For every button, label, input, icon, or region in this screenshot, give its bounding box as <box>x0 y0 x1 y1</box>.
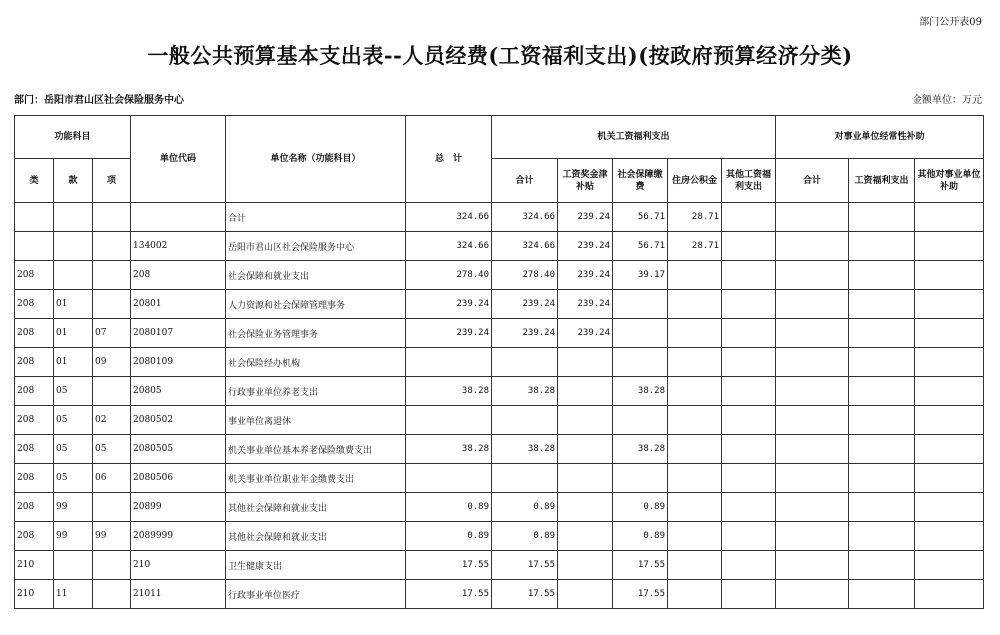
table-row <box>15 551 984 580</box>
cell-xiang: 05 <box>93 435 131 464</box>
cell-xiang: 02 <box>93 406 131 435</box>
cell-a-social <box>613 290 668 319</box>
cell-kuan <box>54 261 93 290</box>
cell-a-total <box>492 464 558 493</box>
cell-a-other <box>722 319 776 348</box>
cell-b-total <box>776 551 849 580</box>
table-row <box>15 261 984 290</box>
cell-a-social: 17.55 <box>613 551 668 580</box>
cell-a-social: 39.17 <box>613 261 668 290</box>
cell-b-total <box>776 319 849 348</box>
cell-a-social: 56.71 <box>613 232 668 261</box>
cell-b-other <box>915 435 984 464</box>
cell-a-total: 324.66 <box>492 203 558 232</box>
header-xiang: 项 <box>93 159 131 203</box>
cell-b-wage <box>849 406 915 435</box>
cell-total: 38.28 <box>406 435 492 464</box>
cell-b-wage <box>849 377 915 406</box>
header-unit-name: 单位名称（功能科目） <box>226 116 406 203</box>
cell-b-other <box>915 348 984 377</box>
cell-xiang <box>93 203 131 232</box>
cell-kuan: 05 <box>54 377 93 406</box>
cell-xiang: 99 <box>93 522 131 551</box>
department-label: 部门：岳阳市君山区社会保险服务中心 <box>14 95 184 106</box>
cell-total: 0.89 <box>406 522 492 551</box>
cell-b-wage <box>849 261 915 290</box>
cell-name: 其他社会保障和就业支出 <box>226 522 406 551</box>
cell-name: 行政事业单位养老支出 <box>226 377 406 406</box>
cell-b-other <box>915 580 984 609</box>
cell-a-other <box>722 377 776 406</box>
cell-lei: 208 <box>15 319 54 348</box>
header-a-housing: 住房公积金 <box>668 159 722 203</box>
cell-b-wage <box>849 551 915 580</box>
header-group-a: 机关工资福利支出 <box>492 116 776 159</box>
cell-code: 208 <box>131 261 226 290</box>
cell-a-wage <box>558 464 613 493</box>
cell-kuan <box>54 203 93 232</box>
cell-kuan: 01 <box>54 319 93 348</box>
cell-a-wage <box>558 406 613 435</box>
cell-total: 324.66 <box>406 232 492 261</box>
cell-lei: 208 <box>15 290 54 319</box>
cell-a-wage: 239.24 <box>558 203 613 232</box>
cell-b-other <box>915 464 984 493</box>
table-row <box>15 319 984 348</box>
cell-kuan <box>54 232 93 261</box>
cell-total: 278.40 <box>406 261 492 290</box>
cell-a-wage <box>558 377 613 406</box>
cell-a-housing <box>668 493 722 522</box>
cell-xiang <box>93 377 131 406</box>
cell-lei: 208 <box>15 406 54 435</box>
cell-a-other <box>722 551 776 580</box>
cell-a-social <box>613 464 668 493</box>
cell-b-total <box>776 261 849 290</box>
cell-a-housing: 28.71 <box>668 203 722 232</box>
cell-kuan: 05 <box>54 464 93 493</box>
cell-b-total <box>776 232 849 261</box>
cell-kuan: 99 <box>54 493 93 522</box>
cell-a-other <box>722 406 776 435</box>
cell-b-wage <box>849 232 915 261</box>
cell-b-other <box>915 261 984 290</box>
cell-lei: 210 <box>15 551 54 580</box>
header-lei: 类 <box>15 159 54 203</box>
cell-a-total <box>492 406 558 435</box>
cell-b-total <box>776 522 849 551</box>
table-row <box>15 232 984 261</box>
cell-name: 人力资源和社会保障管理事务 <box>226 290 406 319</box>
cell-a-total: 38.28 <box>492 377 558 406</box>
cell-b-wage <box>849 435 915 464</box>
cell-xiang: 07 <box>93 319 131 348</box>
cell-a-total: 17.55 <box>492 580 558 609</box>
cell-a-housing <box>668 261 722 290</box>
cell-a-housing <box>668 435 722 464</box>
cell-a-total: 0.89 <box>492 522 558 551</box>
cell-a-social: 38.28 <box>613 435 668 464</box>
cell-a-total: 0.89 <box>492 493 558 522</box>
cell-b-wage <box>849 522 915 551</box>
header-a-wage: 工资奖金津补贴 <box>558 159 613 203</box>
header-b-other: 其他对事业单位补助 <box>915 159 984 203</box>
cell-a-housing <box>668 464 722 493</box>
cell-a-total: 17.55 <box>492 551 558 580</box>
cell-total <box>406 464 492 493</box>
cell-kuan: 01 <box>54 290 93 319</box>
cell-total: 324.66 <box>406 203 492 232</box>
header-a-total: 合计 <box>492 159 558 203</box>
cell-code: 2089999 <box>131 522 226 551</box>
cell-b-wage <box>849 290 915 319</box>
cell-xiang <box>93 551 131 580</box>
cell-xiang <box>93 580 131 609</box>
cell-a-housing <box>668 348 722 377</box>
cell-a-total: 239.24 <box>492 290 558 319</box>
table-row <box>15 377 984 406</box>
cell-kuan: 05 <box>54 406 93 435</box>
cell-lei: 208 <box>15 348 54 377</box>
cell-a-other <box>722 580 776 609</box>
cell-lei: 208 <box>15 261 54 290</box>
cell-a-wage <box>558 493 613 522</box>
header-kuan: 款 <box>54 159 93 203</box>
cell-b-other <box>915 551 984 580</box>
cell-kuan: 01 <box>54 348 93 377</box>
cell-a-other <box>722 203 776 232</box>
cell-a-social <box>613 319 668 348</box>
cell-code: 20801 <box>131 290 226 319</box>
cell-a-other <box>722 493 776 522</box>
cell-xiang: 09 <box>93 348 131 377</box>
cell-a-social <box>613 406 668 435</box>
cell-xiang <box>93 261 131 290</box>
cell-kuan <box>54 551 93 580</box>
cell-a-social: 38.28 <box>613 377 668 406</box>
cell-name: 合计 <box>226 203 406 232</box>
cell-code: 2080505 <box>131 435 226 464</box>
table-row <box>15 290 984 319</box>
cell-a-wage: 239.24 <box>558 261 613 290</box>
cell-code: 134002 <box>131 232 226 261</box>
cell-xiang <box>93 290 131 319</box>
cell-a-total: 324.66 <box>492 232 558 261</box>
cell-b-total <box>776 580 849 609</box>
cell-total: 17.55 <box>406 551 492 580</box>
cell-b-total <box>776 406 849 435</box>
cell-b-wage <box>849 580 915 609</box>
cell-b-total <box>776 377 849 406</box>
table-row <box>15 493 984 522</box>
cell-a-total: 239.24 <box>492 319 558 348</box>
cell-name: 社会保障和就业支出 <box>226 261 406 290</box>
cell-code: 2080109 <box>131 348 226 377</box>
cell-a-housing <box>668 377 722 406</box>
page-title: 一般公共预算基本支出表--人员经费(工资福利支出)(按政府预算经济分类) <box>147 43 853 68</box>
cell-b-other <box>915 232 984 261</box>
cell-a-wage: 239.24 <box>558 290 613 319</box>
cell-lei <box>15 203 54 232</box>
cell-kuan: 11 <box>54 580 93 609</box>
cell-a-social: 56.71 <box>613 203 668 232</box>
cell-name: 卫生健康支出 <box>226 551 406 580</box>
cell-a-other <box>722 435 776 464</box>
table-row <box>15 406 984 435</box>
cell-b-total <box>776 464 849 493</box>
cell-name: 社会保险业务管理事务 <box>226 319 406 348</box>
cell-name: 机关事业单位基本养老保险缴费支出 <box>226 435 406 464</box>
cell-total: 17.55 <box>406 580 492 609</box>
cell-b-wage <box>849 348 915 377</box>
cell-a-wage <box>558 348 613 377</box>
cell-b-other <box>915 319 984 348</box>
cell-lei: 208 <box>15 493 54 522</box>
cell-b-other <box>915 493 984 522</box>
cell-b-other <box>915 203 984 232</box>
cell-a-wage <box>558 435 613 464</box>
cell-code: 2080107 <box>131 319 226 348</box>
cell-name: 机关事业单位职业年金缴费支出 <box>226 464 406 493</box>
cell-b-total <box>776 348 849 377</box>
cell-a-housing <box>668 522 722 551</box>
cell-lei: 208 <box>15 377 54 406</box>
cell-lei: 208 <box>15 435 54 464</box>
table-row <box>15 435 984 464</box>
cell-total: 239.24 <box>406 319 492 348</box>
table-row <box>15 203 984 232</box>
cell-b-wage <box>849 203 915 232</box>
cell-total <box>406 406 492 435</box>
cell-name: 其他社会保障和就业支出 <box>226 493 406 522</box>
cell-a-wage: 239.24 <box>558 232 613 261</box>
cell-b-total <box>776 290 849 319</box>
cell-code: 20805 <box>131 377 226 406</box>
cell-a-housing <box>668 406 722 435</box>
header-func-subject: 功能科目 <box>15 116 131 159</box>
cell-a-other <box>722 522 776 551</box>
cell-a-other <box>722 464 776 493</box>
cell-a-wage <box>558 580 613 609</box>
cell-b-total <box>776 493 849 522</box>
cell-a-wage: 239.24 <box>558 319 613 348</box>
cell-a-social: 0.89 <box>613 522 668 551</box>
cell-b-total <box>776 203 849 232</box>
cell-code: 20899 <box>131 493 226 522</box>
cell-b-wage <box>849 319 915 348</box>
cell-name: 社会保险经办机构 <box>226 348 406 377</box>
cell-kuan: 05 <box>54 435 93 464</box>
cell-a-housing: 28.71 <box>668 232 722 261</box>
cell-a-other <box>722 232 776 261</box>
cell-a-housing <box>668 551 722 580</box>
cell-a-wage <box>558 551 613 580</box>
table-row <box>15 464 984 493</box>
cell-a-total: 38.28 <box>492 435 558 464</box>
cell-a-social: 17.55 <box>613 580 668 609</box>
cell-a-social: 0.89 <box>613 493 668 522</box>
cell-lei: 208 <box>15 464 54 493</box>
form-number: 部门公开表09 <box>919 17 982 28</box>
cell-total: 38.28 <box>406 377 492 406</box>
cell-a-wage <box>558 522 613 551</box>
header-a-social: 社会保障缴费 <box>613 159 668 203</box>
cell-lei: 210 <box>15 580 54 609</box>
header-b-total: 合计 <box>776 159 849 203</box>
header-a-other: 其他工资福利支出 <box>722 159 776 203</box>
cell-total: 239.24 <box>406 290 492 319</box>
header-b-wage: 工资福利支出 <box>849 159 915 203</box>
budget-table <box>14 115 984 609</box>
cell-b-other <box>915 406 984 435</box>
header-unit-code: 单位代码 <box>131 116 226 203</box>
cell-b-wage <box>849 493 915 522</box>
cell-b-other <box>915 522 984 551</box>
cell-xiang: 06 <box>93 464 131 493</box>
cell-name: 行政事业单位医疗 <box>226 580 406 609</box>
cell-a-total: 278.40 <box>492 261 558 290</box>
amount-unit-label: 金额单位：万元 <box>912 95 982 106</box>
cell-kuan: 99 <box>54 522 93 551</box>
cell-a-housing <box>668 319 722 348</box>
table-row <box>15 348 984 377</box>
cell-name: 事业单位离退休 <box>226 406 406 435</box>
cell-lei: 208 <box>15 522 54 551</box>
cell-a-social <box>613 348 668 377</box>
cell-b-total <box>776 435 849 464</box>
cell-b-other <box>915 377 984 406</box>
cell-total: 0.89 <box>406 493 492 522</box>
table-row <box>15 580 984 609</box>
cell-total <box>406 348 492 377</box>
cell-b-other <box>915 290 984 319</box>
cell-code <box>131 203 226 232</box>
cell-xiang <box>93 232 131 261</box>
cell-code: 2080502 <box>131 406 226 435</box>
cell-a-other <box>722 348 776 377</box>
header-group-b: 对事业单位经常性补助 <box>776 116 984 159</box>
cell-code: 2080506 <box>131 464 226 493</box>
cell-a-total <box>492 348 558 377</box>
cell-xiang <box>93 493 131 522</box>
cell-lei <box>15 232 54 261</box>
cell-a-housing <box>668 290 722 319</box>
cell-b-wage <box>849 464 915 493</box>
cell-code: 21011 <box>131 580 226 609</box>
table-row <box>15 522 984 551</box>
header-total: 总 计 <box>406 116 492 203</box>
cell-a-other <box>722 290 776 319</box>
cell-a-other <box>722 261 776 290</box>
cell-name: 岳阳市君山区社会保险服务中心 <box>226 232 406 261</box>
cell-a-housing <box>668 580 722 609</box>
cell-code: 210 <box>131 551 226 580</box>
